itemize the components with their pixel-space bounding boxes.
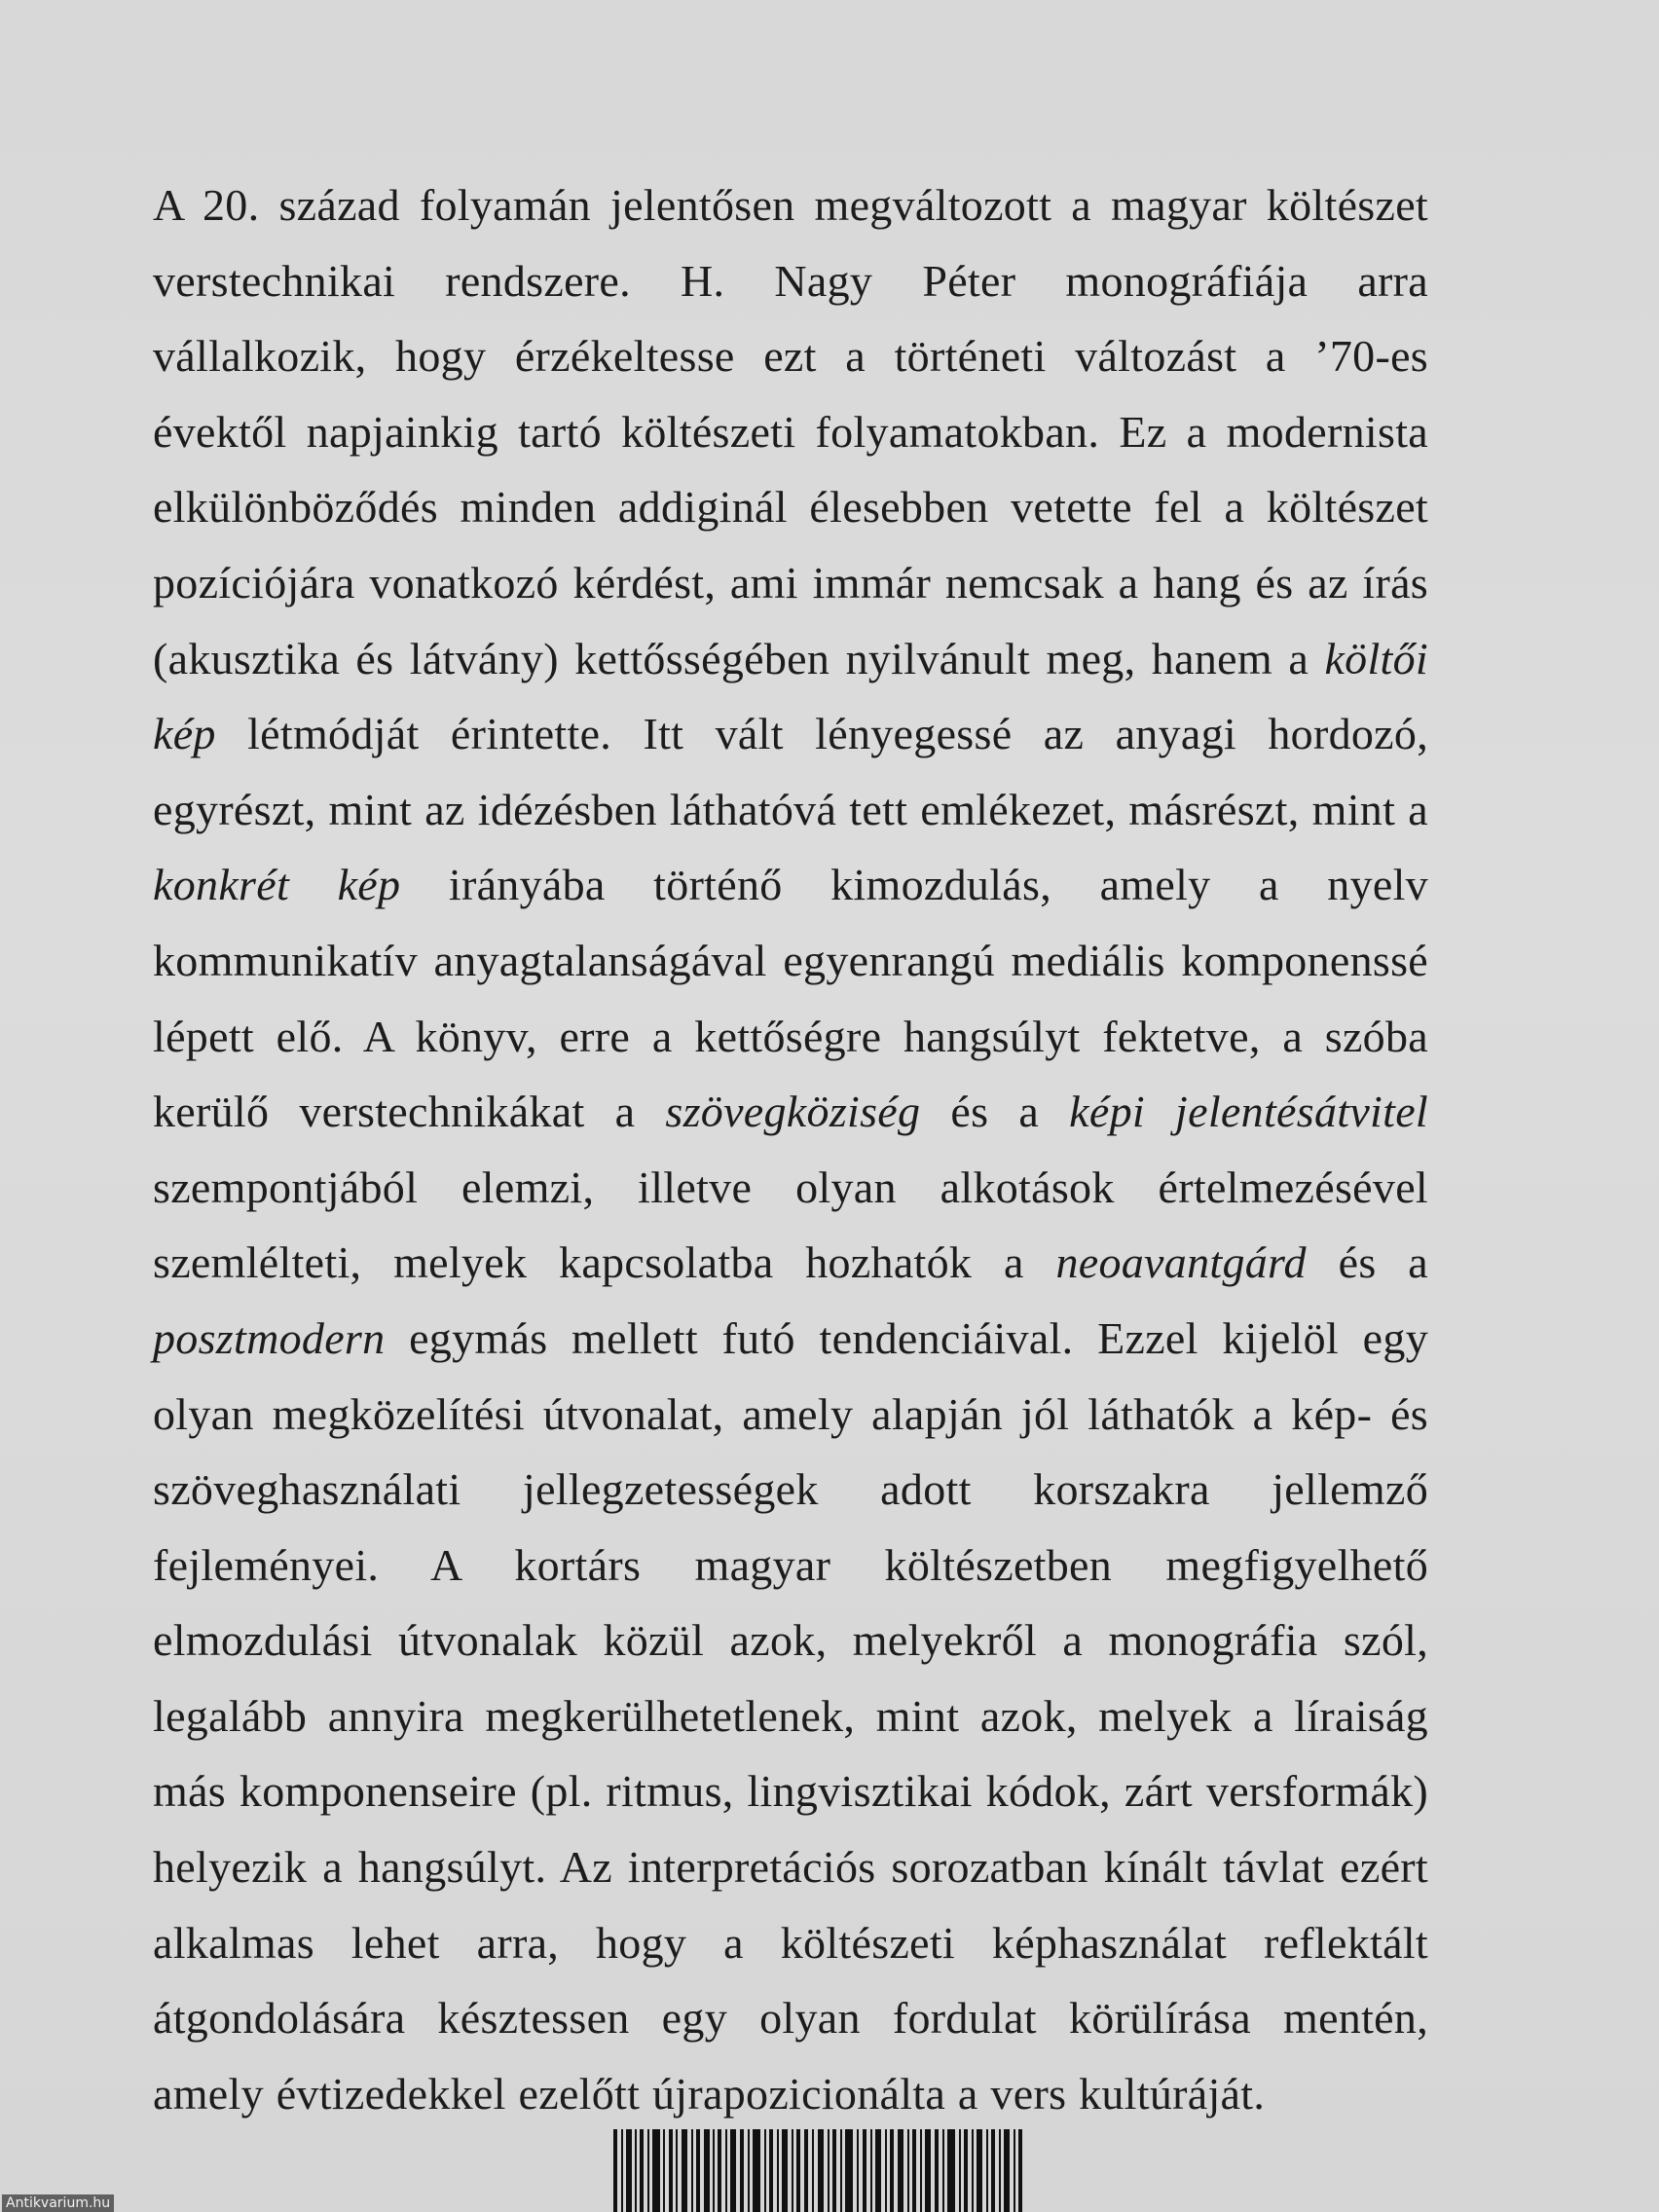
blurb-paragraph xyxy=(153,167,1428,2131)
emphasis-szovegkoziseg: szövegköziség xyxy=(665,1087,921,1137)
emphasis-neoavantgard: neoavantgárd xyxy=(1055,1237,1307,1288)
emphasis-konkret-kep: konkrét kép xyxy=(153,860,401,910)
emphasis-kepi-jelentesatvitel: képi jelentésátvitel xyxy=(1069,1087,1428,1137)
emphasis-kolto-kep: költői kép xyxy=(153,633,1428,759)
blurb-text-1: A 20. század folyamán jelentősen megváltozott a magyar költészet verstechnikai rendszere. H. Nagy Péter monográfiája arra vállalkozik, hogy érzékeltesse ezt a történeti változást a ’70-es évektől napjainkig tartó költészeti folyamatokban. Ez a modernista elkülönböződés minden addiginál élesebben vetette fel a költészet pozíciójára vonatkozó kérdést, ami immár nemcsak a hang és az írás (akusztika és látvány) kettősségében nyilvánult meg, hanem a xyxy=(153,180,1428,683)
blurb-text-2: létmódját érintette. Itt vált lényegessé az anyagi hordozó, egyrészt, mint az idézésben láthatóvá tett emlékezet, másrészt, mint a xyxy=(153,709,1428,834)
watermark: Antikvarium.hu xyxy=(2,2194,114,2212)
blurb-text-6: és a xyxy=(1306,1237,1428,1288)
blurb-text-3: irányába történő kimozdulás, amely a nyelv kommunikatív anyagtalanságával egyenrangú mediális komponenssé lépett elő. A könyv, erre a kettőségre hangsúlyt fektetve, a szóba kerülő verstechnikákat a xyxy=(153,860,1428,1137)
blurb-text-5: szempontjából elemzi, illetve olyan alkotások értelmezésével szemlélteti, melyek kapcsolatba hozhatók a xyxy=(153,1161,1428,1288)
blurb-text-4: és a xyxy=(920,1087,1070,1137)
emphasis-posztmodern: posztmodern xyxy=(153,1312,386,1363)
barcode-icon xyxy=(613,2129,1022,2212)
blurb-text-7: egymás mellett futó tendenciáival. Ezzel kijelöl egy olyan megközelítési útvonalat, amely alapján jól láthatók a kép- és szöveghasználati jellegzetességek adott korszakra jellemző fejleményei. A kortárs magyar költészetben megfigyelhető elmozdulási útvonalak közül azok, melyekről a monográfia szól, legalább annyira megkerülhetetlenek, mint azok, melyek a líraiság más komponenseire (pl. ritmus, lingvisztikai kódok, zárt versformák) helyezik a hangsúlyt. Az interpretációs sorozatban kínált távlat ezért alkalmas lehet arra, hogy a költészeti képhasználat reflektált átgondolására késztessen egy olyan fordulat körülírása mentén, amely évtizedekkel ezelőtt újrapozicionálta a vers kultúráját. xyxy=(153,1312,1428,2119)
